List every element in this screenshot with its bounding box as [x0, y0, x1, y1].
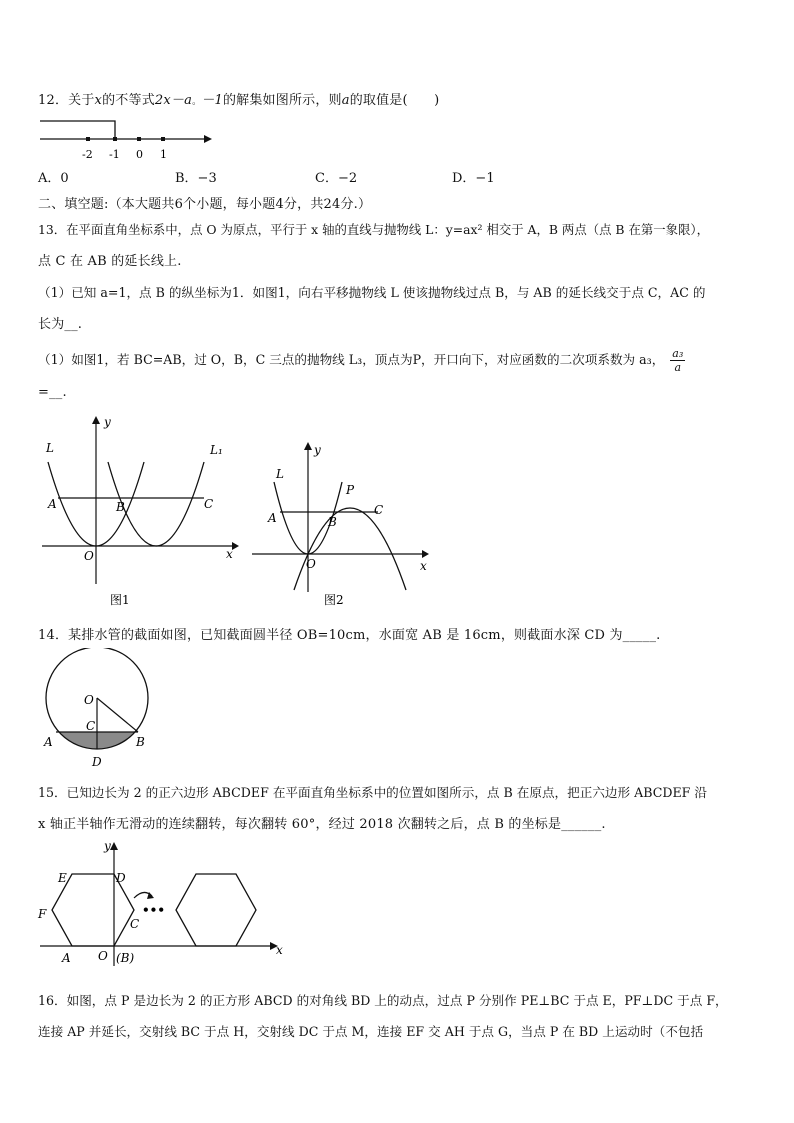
- q13-fraction: [670, 347, 685, 374]
- q12-option-c: C．−2: [315, 171, 358, 186]
- q12-stem-text-2: 的解集如图所示，则: [222, 93, 342, 108]
- fig1-y-label: y: [104, 415, 111, 429]
- q13-line1: 13．在平面直角坐标系中，点 O 为原点，平行于 x 轴的直线与抛物线 L：y=ax² 相交于 A，B 两点（点 B 在第一象限），: [38, 222, 710, 237]
- fig1-caption: 图1: [110, 593, 130, 607]
- fig1-x-label: x: [226, 547, 233, 561]
- fraction-denominator: a: [674, 361, 682, 374]
- q15-x-label: x: [276, 943, 283, 957]
- q13-part2-line1: [38, 347, 685, 374]
- q13-part2-text: （1）如图1，若 BC=AB，过 O，B，C 三点的抛物线 L₃，顶点为P，开口向下，对应函数的二次项系数为 a₃，: [38, 352, 665, 367]
- tick-label-1: 1: [160, 148, 167, 161]
- q15-O-label: O: [98, 949, 108, 963]
- fig2-O-label: O: [306, 557, 316, 571]
- q13-part1-line1: （1）已知 a=1，点 B 的纵坐标为1．如图1，向右平移抛物线 L 使该抛物线过点 B，与 AB 的延长线交于点 C，AC 的: [38, 285, 706, 300]
- tick-label-0: 0: [136, 148, 143, 161]
- q14-pipe-figure: [36, 648, 166, 772]
- q12-stem: [38, 89, 439, 108]
- q15-D-label: D: [116, 871, 126, 885]
- q15-line1: 15．已知边长为 2 的正六边形 ABCDEF 在平面直角坐标系中的位置如图所示，点 B 在原点，把正六边形 ABCDEF 沿: [38, 785, 707, 800]
- fig1-A-label: A: [48, 497, 57, 511]
- fraction-numerator: a₃: [672, 347, 684, 360]
- q15-hexagon-figure: [34, 838, 290, 970]
- q13-line2: 点 C 在 AB 的延长线上.: [38, 254, 182, 269]
- q14-B-label: B: [136, 735, 145, 749]
- q13-part2-line2: =__.: [38, 385, 67, 400]
- q12-expression-rhs: －1: [201, 93, 223, 108]
- fig1-B-label: B: [116, 500, 125, 514]
- q13-figure-2: [246, 442, 446, 612]
- fig2-caption: 图2: [324, 593, 344, 607]
- q13-part1-line2: 长为__.: [38, 317, 83, 332]
- q14-O-label: O: [84, 693, 94, 707]
- q15-B-label: (B): [116, 951, 135, 965]
- q15-C-label: C: [130, 917, 140, 931]
- q14-C-label: C: [86, 719, 96, 733]
- q12-expression: 2x－a: [154, 93, 193, 108]
- fig2-A-label: A: [268, 511, 277, 525]
- q16-line1: 16．如图，点 P 是边长为 2 的正方形 ABCD 的对角线 BD 上的动点，过点 P 分别作 PE⊥BC 于点 E，PF⊥DC 于点 F，: [38, 993, 728, 1008]
- q15-A-label: A: [62, 951, 71, 965]
- fig2-P-label: P: [346, 483, 355, 497]
- q12-var-a: a: [341, 93, 350, 108]
- q14-text: 14．某排水管的截面如图，已知截面圆半径 OB=10cm，水面宽 AB 是 16cm，则截面水深 CD 为_____.: [38, 628, 661, 643]
- section-heading: 二、填空题:（本大题共6个小题，每小题4分，共24分.）: [38, 197, 372, 212]
- q12-option-b: B．−3: [175, 171, 217, 186]
- q14-A-label: A: [44, 735, 53, 749]
- q15-F-label: F: [38, 907, 47, 921]
- q12-option-d: D．−1: [452, 171, 495, 186]
- q12-number: 12．关于: [38, 93, 95, 108]
- q13-figure-1: [36, 412, 246, 612]
- q15-E-label: E: [58, 871, 67, 885]
- q12-expression-sub: 。: [192, 97, 202, 107]
- q12-option-a: A．0: [38, 171, 69, 186]
- tick-label-minus2: -2: [82, 148, 93, 161]
- fig2-B-label: B: [328, 515, 337, 529]
- fig2-y-label: y: [314, 443, 321, 457]
- fig1-O-label: O: [84, 549, 94, 563]
- q12-number-line: [36, 112, 216, 164]
- fig1-C-label: C: [204, 497, 214, 511]
- tick-label-minus1: -1: [109, 148, 120, 161]
- q16-line2: 连接 AP 并延长，交射线 BC 于点 H，交射线 DC 于点 M，连接 EF 交 AH 于点 G，当点 P 在 BD 上运动时（不包括: [38, 1024, 704, 1039]
- q15-y-label: y: [104, 839, 111, 853]
- fig1-L-label: L: [46, 441, 54, 455]
- q12-var-x: x: [94, 93, 103, 108]
- q12-answer-blank: 的取值是( ): [349, 93, 440, 108]
- q12-stem-text: 的不等式: [102, 93, 155, 108]
- fig2-x-label: x: [420, 559, 427, 573]
- q15-line2: x 轴正半轴作无滑动的连续翻转，每次翻转 60°，经过 2018 次翻转之后，点 B 的坐标是______.: [38, 817, 606, 832]
- q14-D-label: D: [92, 755, 102, 769]
- fig2-C-label: C: [374, 503, 384, 517]
- fig2-L-label: L: [276, 467, 284, 481]
- q15-continuation-dots: •••: [142, 903, 166, 917]
- fig1-L1-label: L₁: [210, 443, 223, 457]
